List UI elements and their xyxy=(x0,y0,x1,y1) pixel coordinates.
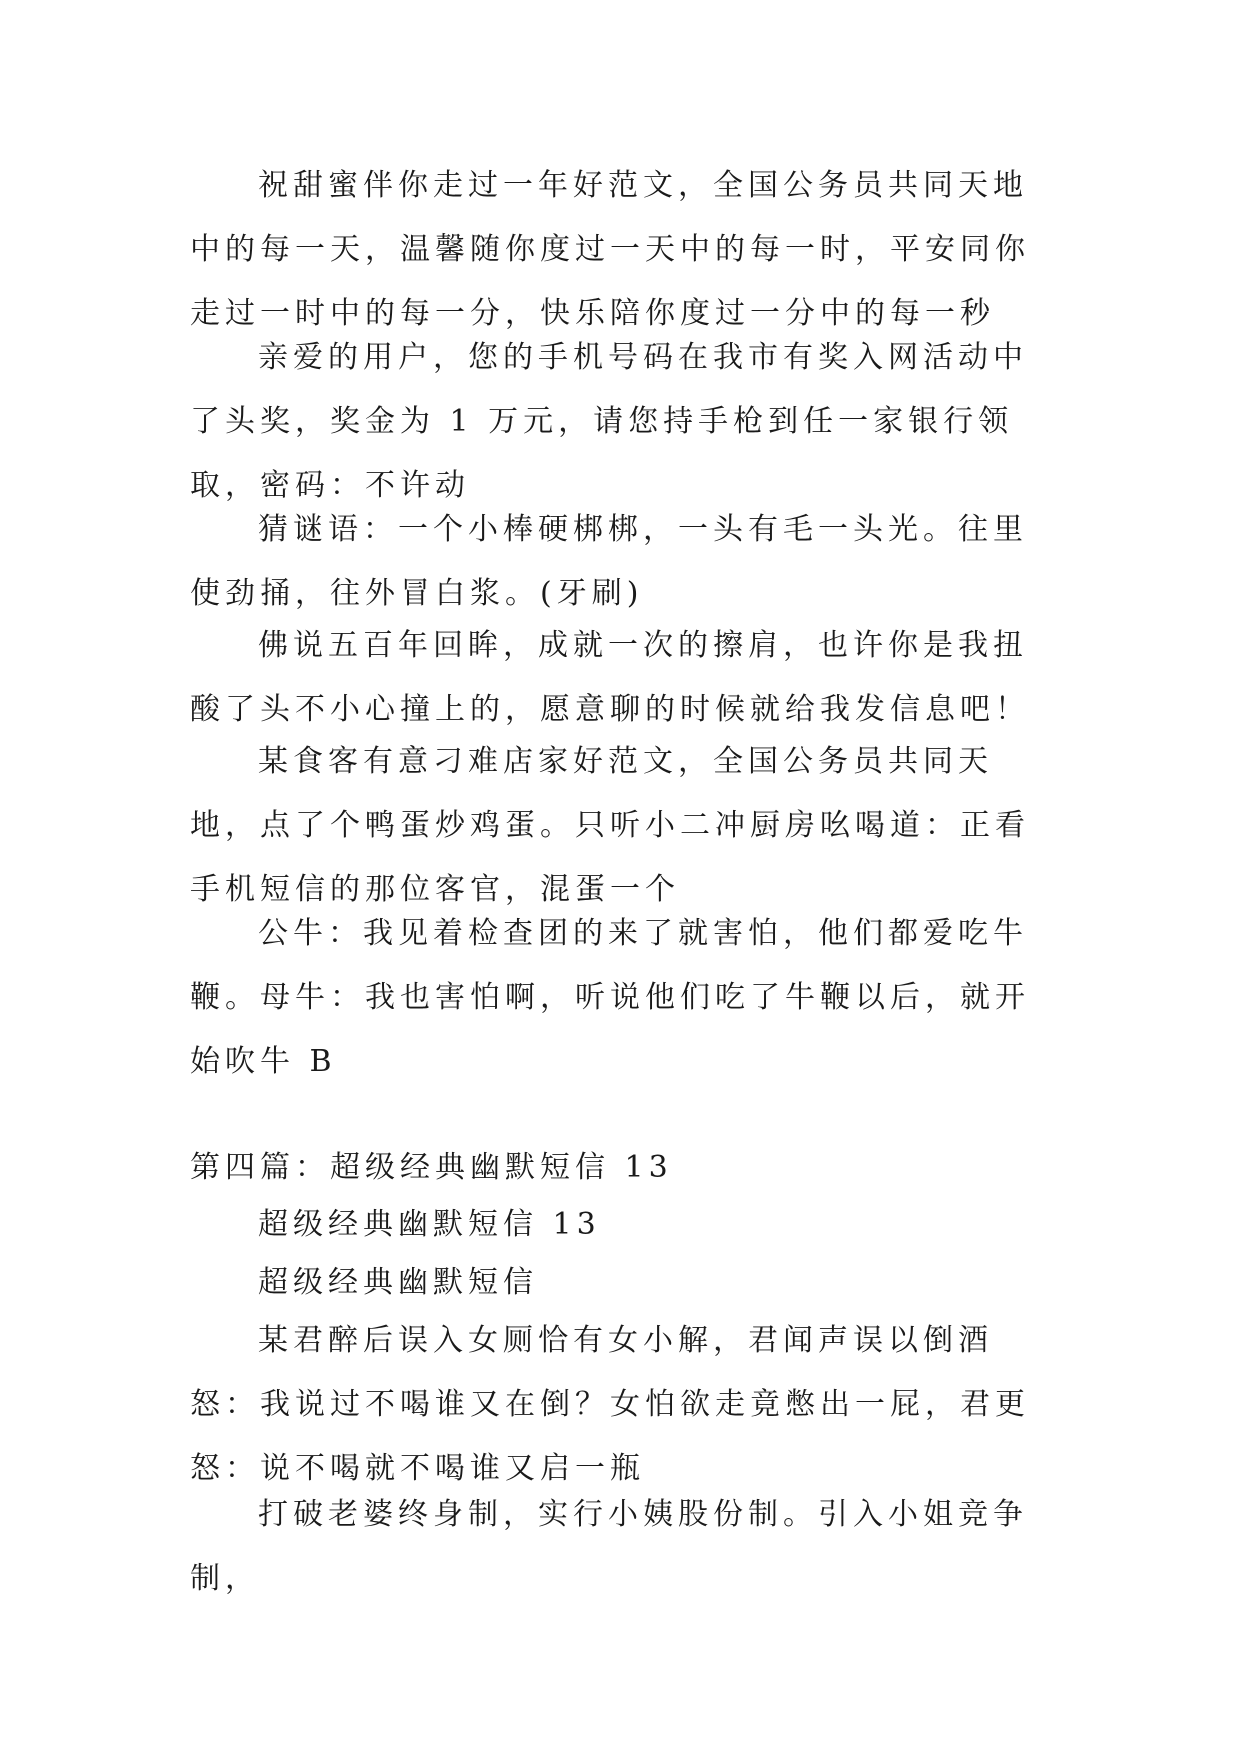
paragraph-blessing: 祝甜蜜伴你走过一年好范文，全国公务员共同天地中的每一天，温馨随你度过一天中的每一时，平安同你走过一时中的每一分，快乐陪你度过一分中的每一秒 xyxy=(190,168,1030,331)
section-heading: 第四篇：超级经典幽默短信 13 xyxy=(190,1150,673,1185)
paragraph-drunk-joke: 某君醉后误入女厕恰有女小解，君闻声误以倒酒怒：我说过不喝谁又在倒？女怕欲走竟憋出一屁，君更怒：说不喝就不喝谁又启一瓶 xyxy=(190,1323,1030,1486)
paragraph-riddle: 猜谜语：一个小棒硬梆梆，一头有毛一头光。往里使劲捅，往外冒白浆。(牙刷) xyxy=(190,512,1028,611)
paragraph-prize-joke: 亲爱的用户，您的手机号码在我市有奖入网活动中了头奖，奖金为 1 万元，请您持手枪到任一家银行领取，密码：不许动 xyxy=(190,340,1028,503)
section-subtitle: 超级经典幽默短信 xyxy=(258,1265,538,1300)
paragraph-bull-joke: 公牛：我见着检查团的来了就害怕，他们都爱吃牛鞭。母牛：我也害怕啊，听说他们吃了牛鞭以后，就开始吹牛 B xyxy=(190,916,1030,1079)
paragraph-reform-joke: 打破老婆终身制，实行小姨股份制。引入小姐竞争制， xyxy=(190,1497,1028,1596)
section-subtitle: 超级经典幽默短信 13 xyxy=(258,1207,601,1242)
paragraph-buddha-joke: 佛说五百年回眸，成就一次的擦肩，也许你是我扭酸了头不小心撞上的，愿意聊的时候就给我发信息吧！ xyxy=(190,628,1030,727)
paragraph-diner-joke: 某食客有意刁难店家好范文，全国公务员共同天地，点了个鸭蛋炒鸡蛋。只听小二冲厨房吆喝道：正看手机短信的那位客官，混蛋一个 xyxy=(190,744,1030,907)
